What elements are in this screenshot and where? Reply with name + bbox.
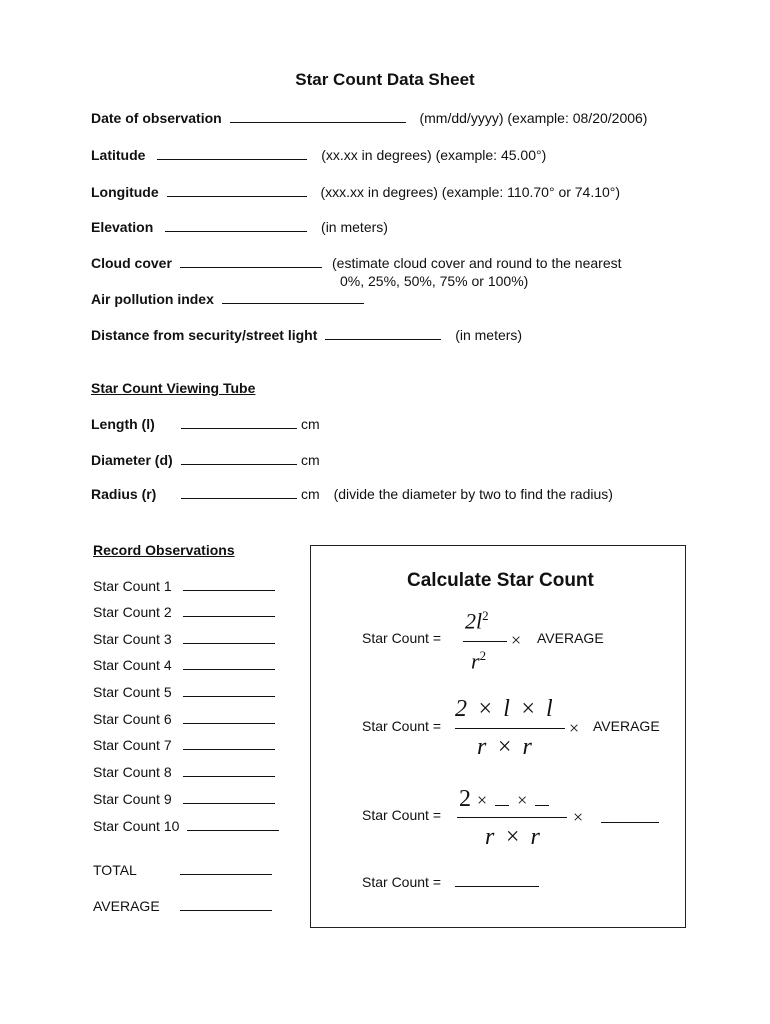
formula1-denominator: $r^2$ (471, 648, 487, 674)
formula3-label: Star Count = (362, 807, 441, 823)
longitude-hint: (xxx.xx in degrees) (example: 110.70° or 74.10°) (320, 184, 621, 200)
star-count-label: Star Count 10 (93, 818, 180, 834)
star-count-field[interactable] (183, 604, 275, 617)
star-count-row (93, 737, 275, 753)
diameter-unit: cm (301, 452, 320, 468)
formula3-num-times-2: × (517, 790, 528, 810)
radius-unit: cm (301, 486, 320, 502)
star-count-row (93, 631, 275, 647)
formula3-numerator: 2 × × (459, 786, 551, 813)
length-row (91, 416, 320, 432)
formula1-label: Star Count = (362, 630, 441, 646)
date-field[interactable] (230, 110, 406, 123)
radius-row (91, 486, 613, 502)
star-count-row (93, 764, 275, 780)
star-count-label: Star Count 4 (93, 657, 172, 673)
pollution-label: Air pollution index (91, 291, 214, 307)
date-row (91, 110, 647, 126)
formula2-fraction-bar (455, 728, 565, 729)
formula3-num-times-1: × (477, 790, 488, 810)
elevation-label: Elevation (91, 219, 154, 235)
formula3-blank-2[interactable] (535, 795, 549, 806)
star-count-row (93, 711, 275, 727)
date-hint: (mm/dd/yyyy) (example: 08/20/2006) (419, 110, 648, 126)
elevation-hint: (in meters) (321, 219, 388, 235)
cloud-hint-2: 0%, 25%, 50%, 75% or 100%) (340, 273, 529, 289)
star-count-field[interactable] (183, 684, 275, 697)
formula2-average: AVERAGE (593, 718, 660, 734)
calculation-box (310, 545, 686, 928)
star-count-field[interactable] (183, 737, 275, 750)
diameter-label: Diameter (d) (91, 452, 173, 468)
star-count-field[interactable] (183, 764, 275, 777)
radius-hint: (divide the diameter by two to find the radius) (333, 486, 613, 502)
tube-heading: Star Count Viewing Tube (91, 380, 256, 396)
result-label: Star Count = (362, 874, 441, 890)
distance-hint: (in meters) (455, 327, 523, 343)
pollution-row (91, 291, 368, 307)
distance-label: Distance from security/street light (91, 327, 318, 343)
formula2-times: × (569, 718, 580, 738)
latitude-label: Latitude (91, 147, 146, 163)
date-label: Date of observation (91, 110, 222, 126)
longitude-field[interactable] (167, 184, 307, 197)
longitude-row (91, 184, 620, 200)
star-count-field[interactable] (183, 657, 275, 670)
star-count-row (93, 604, 275, 620)
star-count-row (93, 657, 275, 673)
formula1-fraction-bar (463, 641, 507, 642)
formula2-label: Star Count = (362, 718, 441, 734)
star-count-row (93, 818, 279, 834)
result-row (362, 874, 543, 890)
radius-label: Radius (r) (91, 486, 157, 502)
result-field[interactable] (455, 874, 539, 887)
length-label: Length (l) (91, 416, 155, 432)
total-field[interactable] (180, 862, 272, 875)
star-count-label: Star Count 6 (93, 711, 172, 727)
star-count-label: Star Count 3 (93, 631, 172, 647)
star-count-field[interactable] (183, 711, 275, 724)
latitude-row (91, 147, 546, 163)
average-row (93, 898, 272, 914)
length-field[interactable] (181, 416, 297, 429)
page-title: Star Count Data Sheet (295, 70, 475, 89)
distance-row (91, 327, 522, 343)
formula3-average-field[interactable] (601, 810, 659, 823)
cloud-hint-1: (estimate cloud cover and round to the nearest (332, 255, 622, 271)
formula3-times: × (573, 807, 584, 827)
observations-heading: Record Observations (93, 542, 235, 558)
total-label: TOTAL (93, 862, 137, 878)
total-row (93, 862, 272, 878)
diameter-row (91, 452, 320, 468)
star-count-row (93, 578, 275, 594)
average-label: AVERAGE (93, 898, 160, 914)
calc-title: Calculate Star Count (407, 570, 594, 591)
latitude-field[interactable] (157, 147, 307, 160)
star-count-field[interactable] (183, 631, 275, 644)
pollution-field[interactable] (222, 291, 364, 304)
cloud-label: Cloud cover (91, 255, 172, 271)
average-field[interactable] (180, 898, 272, 911)
star-count-label: Star Count 2 (93, 604, 172, 620)
formula3-blank-1[interactable] (495, 795, 509, 806)
formula1-times: × (511, 630, 522, 650)
star-count-field[interactable] (183, 578, 275, 591)
star-count-label: Star Count 5 (93, 684, 172, 700)
cloud-row (91, 255, 326, 271)
star-count-row (93, 684, 275, 700)
cloud-field[interactable] (180, 255, 322, 268)
diameter-field[interactable] (181, 452, 297, 465)
elevation-field[interactable] (165, 219, 307, 232)
formula2-numerator: 2 × l × l (455, 696, 553, 722)
formula3-fraction-bar (457, 817, 567, 818)
distance-field[interactable] (325, 327, 441, 340)
star-count-field[interactable] (187, 818, 279, 831)
star-count-label: Star Count 8 (93, 764, 172, 780)
radius-field[interactable] (181, 486, 297, 499)
length-unit: cm (301, 416, 320, 432)
formula1-numerator: $2l^2$ (465, 608, 489, 634)
elevation-row (91, 219, 388, 235)
star-count-field[interactable] (183, 791, 275, 804)
longitude-label: Longitude (91, 184, 159, 200)
star-count-row (93, 791, 275, 807)
star-count-label: Star Count 7 (93, 737, 172, 753)
star-count-label: Star Count 9 (93, 791, 172, 807)
star-count-label: Star Count 1 (93, 578, 172, 594)
formula2-denominator: r × r (477, 734, 532, 760)
formula3-denominator: r × r (485, 824, 540, 850)
formula1-average: AVERAGE (537, 630, 604, 646)
latitude-hint: (xx.xx in degrees) (example: 45.00°) (321, 147, 547, 163)
